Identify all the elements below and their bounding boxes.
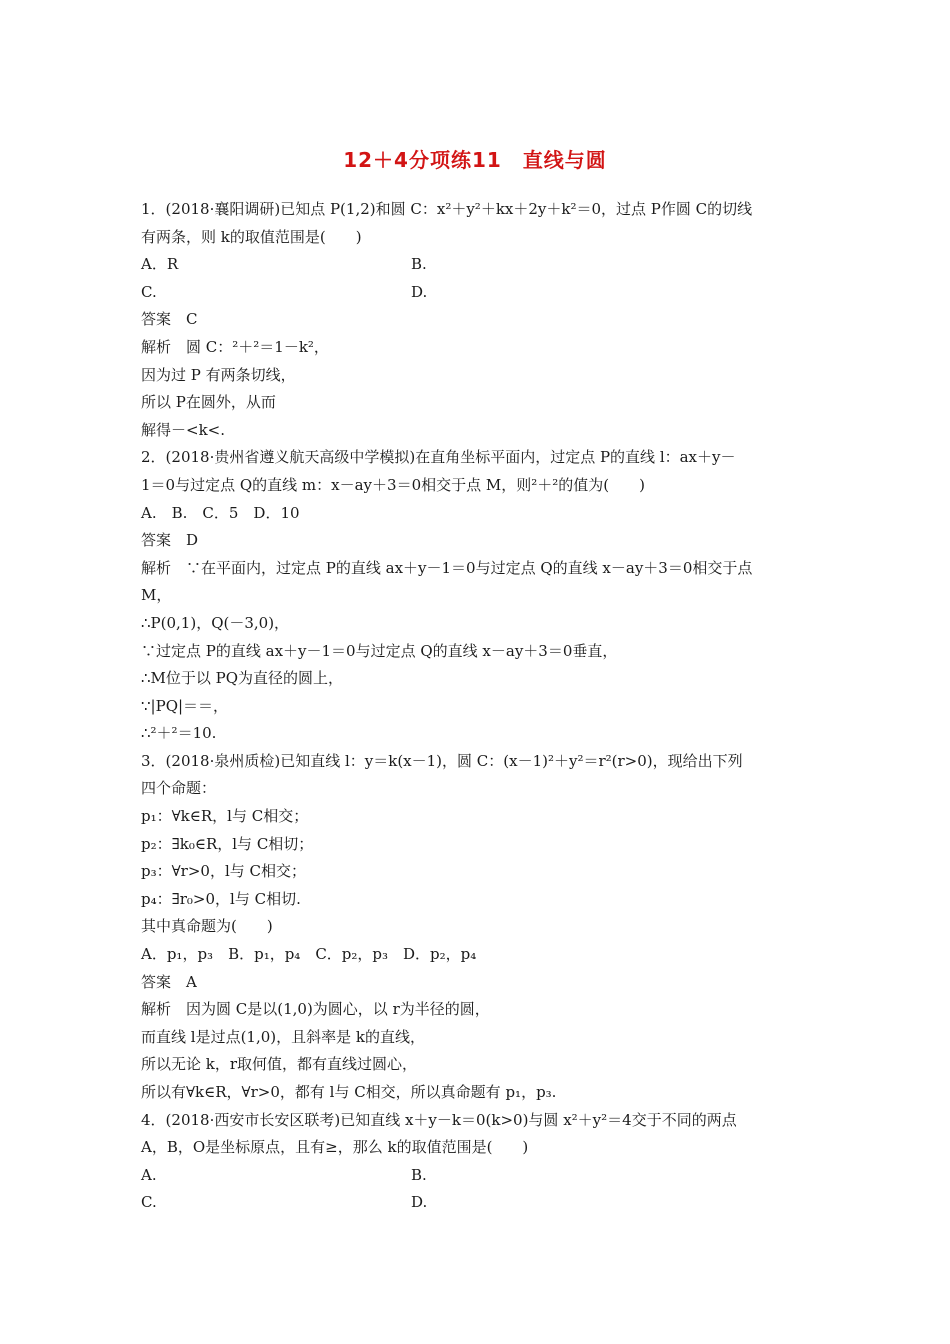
text-line: 3．(2018·泉州质检)已知直线 l：y＝k(x－1)，圆 C：(x－1)²＋y²＝r²(r>0)，现给出下列 bbox=[141, 751, 743, 770]
page-title: 12＋4分项练11 直线与圆 bbox=[343, 148, 607, 172]
text-line: 因为过 P 有两条切线， bbox=[141, 365, 296, 384]
option-right: D. bbox=[411, 282, 428, 301]
options-row bbox=[141, 251, 813, 279]
text-line: 四个命题： bbox=[141, 779, 217, 798]
text-line: 而直线 l是过点(1,0)，且斜率是 k的直线， bbox=[141, 1027, 425, 1046]
text-line: 所以无论 k，r取何值，都有直线过圆心， bbox=[141, 1055, 418, 1074]
option-left: C. bbox=[141, 282, 157, 301]
options-row bbox=[141, 1189, 813, 1217]
text-line: ∴P(0,1)，Q(－3,0)， bbox=[141, 613, 290, 632]
option-left: A．R bbox=[141, 255, 179, 274]
text-line: 其中真命题为( ) bbox=[141, 917, 273, 936]
text-line: 有两条，则 k的取值范围是( ) bbox=[141, 227, 362, 246]
text-line: A. B. C．5 D．10 bbox=[141, 503, 300, 522]
options-row bbox=[141, 279, 813, 307]
text-line: 1．(2018·襄阳调研)已知点 P(1,2)和圆 C：x²＋y²＋kx＋2y＋k²＝0，过点 P作圆 C的切线 bbox=[141, 200, 753, 218]
text-line: 答案 A bbox=[141, 972, 197, 991]
text-line: A．p₁，p₃ B．p₁，p₄ C．p₂，p₃ D．p₂，p₄ bbox=[141, 945, 477, 964]
text-line: 所以 P在圆外，从而 bbox=[141, 393, 276, 412]
text-line: p₃：∀r>0，l与 C相交； bbox=[141, 862, 306, 881]
text-line: M， bbox=[141, 586, 172, 605]
document-body bbox=[141, 196, 813, 1217]
text-line: 解析 因为圆 C是以(1,0)为圆心，以 r为半径的圆， bbox=[141, 1000, 490, 1019]
text-line: p₂：∃k₀∈R，l与 C相切； bbox=[141, 834, 314, 853]
text-line: ∵|PQ|＝＝， bbox=[141, 696, 229, 715]
text-line: ∴M位于以 PQ为直径的圆上， bbox=[141, 669, 344, 688]
text-line: ∵过定点 P的直线 ax＋y－1＝0与过定点 Q的直线 x－ay＋3＝0垂直， bbox=[141, 641, 618, 660]
text-line: 解析 ∵在平面内，过定点 P的直线 ax＋y－1＝0与过定点 Q的直线 x－ay＋3＝0相交于点 bbox=[141, 558, 753, 577]
text-line: p₄：∃r₀>0，l与 C相切. bbox=[141, 889, 301, 908]
option-right: B. bbox=[411, 1165, 427, 1184]
text-line: 解析 圆 C：²＋²＝1－k²， bbox=[141, 337, 329, 356]
text-line: p₁：∀k∈R，l与 C相交； bbox=[141, 807, 309, 826]
option-left: A. bbox=[141, 1165, 157, 1184]
text-line: 2．(2018·贵州省遵义航天高级中学模拟)在直角坐标平面内，过定点 P的直线 l：ax＋y－ bbox=[141, 448, 736, 467]
text-line: 答案 C bbox=[141, 310, 198, 329]
option-right: D. bbox=[411, 1193, 428, 1212]
text-line: 所以有∀k∈R，∀r>0，都有 l与 C相交，所以真命题有 p₁，p₃. bbox=[141, 1083, 557, 1101]
options-row bbox=[141, 1162, 813, 1190]
text-line: ∴²＋²＝10. bbox=[141, 724, 217, 743]
option-left: C. bbox=[141, 1193, 157, 1212]
text-line: 解得－<k<. bbox=[141, 420, 225, 439]
text-line: 4．(2018·西安市长安区联考)已知直线 x＋y－k＝0(k>0)与圆 x²＋y²＝4交于不同的两点 bbox=[141, 1110, 737, 1129]
option-right: B. bbox=[411, 255, 427, 274]
text-line: 答案 D bbox=[141, 531, 199, 550]
text-line: 1＝0与过定点 Q的直线 m：x－ay＋3＝0相交于点 M，则²＋²的值为( ) bbox=[141, 475, 645, 494]
text-line: A，B，O是坐标原点，且有≥，那么 k的取值范围是( ) bbox=[141, 1138, 529, 1157]
